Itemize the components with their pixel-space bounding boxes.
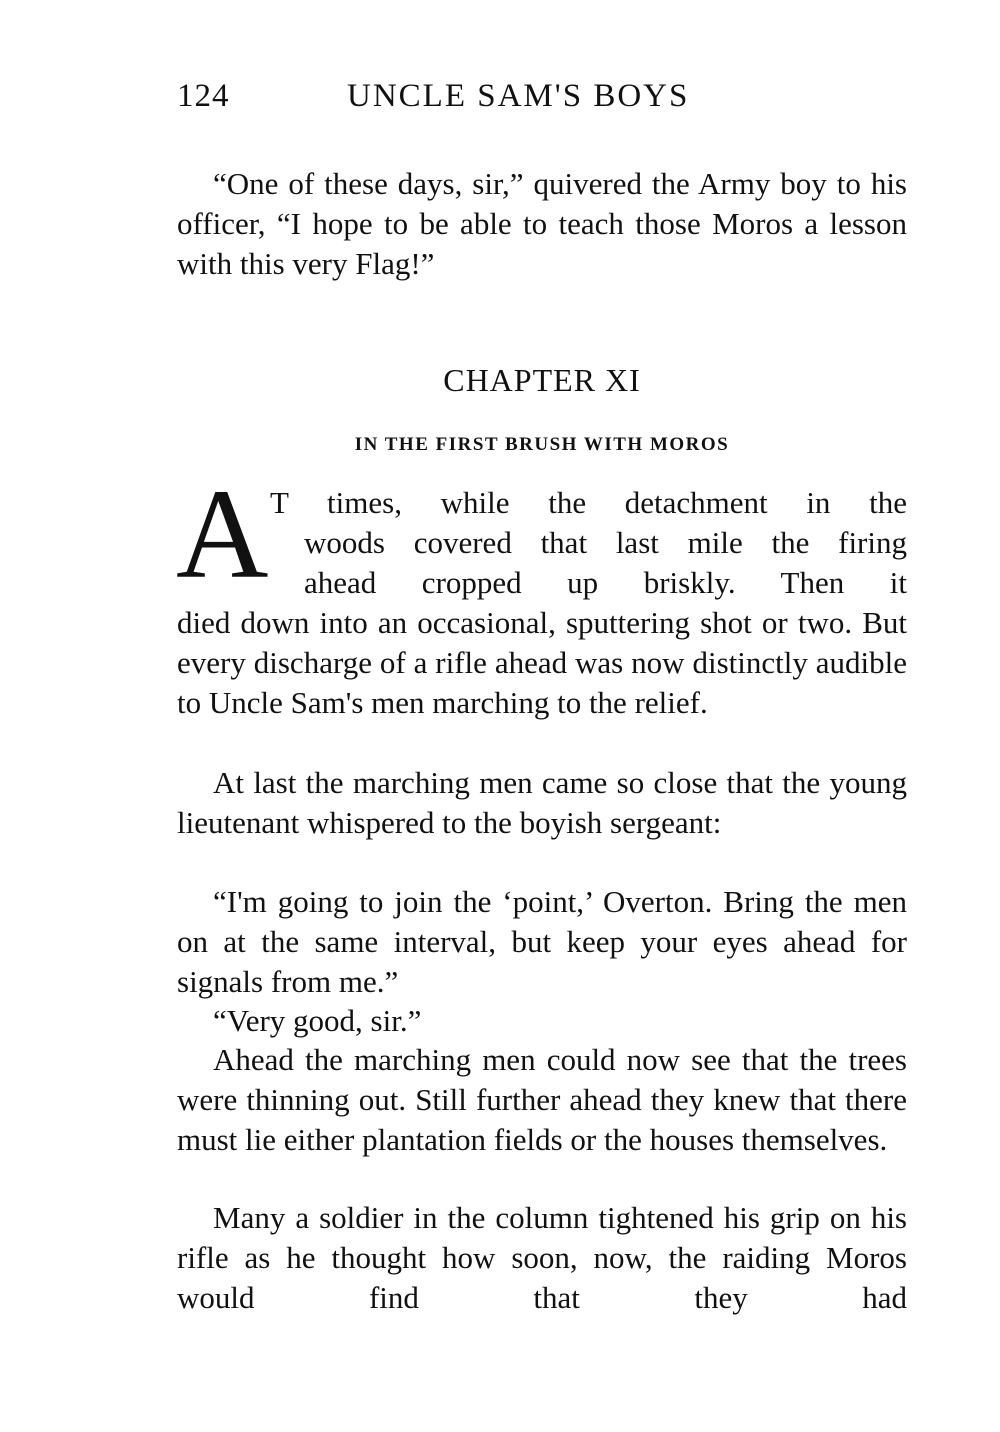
paragraph-3: “Very good, sir.” <box>213 1003 422 1038</box>
opening-paragraph: “One of these days, sir,” quivered the Army boy to his officer, “I hope to be able to teach those Moros a lesson with this very Flag!” <box>177 166 907 281</box>
paragraph-1: At last the marching men came so close that the young lieutenant whispered to the boyish sergeant: <box>177 765 907 840</box>
first-paragraph-rest: died down into an occasional, sputtering shot or two. But every discharge of a rifle ahead was now distinctly audible to Uncle Sam's men marching to the relief. <box>177 605 907 720</box>
chapter-title: CHAPTER XI <box>443 362 641 398</box>
first-paragraph-line-1: T times, while the detachment in the <box>270 485 907 520</box>
running-title: UNCLE SAM'S BOYS <box>347 78 690 114</box>
page-number: 124 <box>177 78 230 114</box>
paragraph-5: Many a soldier in the column tightened his grip on his rifle as he thought how soon, now, the raiding Moros would find that they had <box>177 1200 907 1315</box>
chapter-subtitle: IN THE FIRST BRUSH WITH MOROS <box>354 434 730 455</box>
page-header <box>177 78 907 122</box>
paragraph-4: Ahead the marching men could now see that the trees were thinning out. Still further ahead they knew that there must lie either plantation fields or the houses themselves. <box>177 1042 907 1157</box>
drop-cap: A <box>176 463 269 605</box>
paragraph-2: “I'm going to join the ‘point,’ Overton. Bring the men on at the same interval, but keep your eyes ahead for signals from me.” <box>177 884 907 999</box>
first-paragraph-line-3: ahead cropped up briskly. Then it <box>304 565 907 600</box>
first-paragraph-line-2: woods covered that last mile the firing <box>304 525 907 560</box>
